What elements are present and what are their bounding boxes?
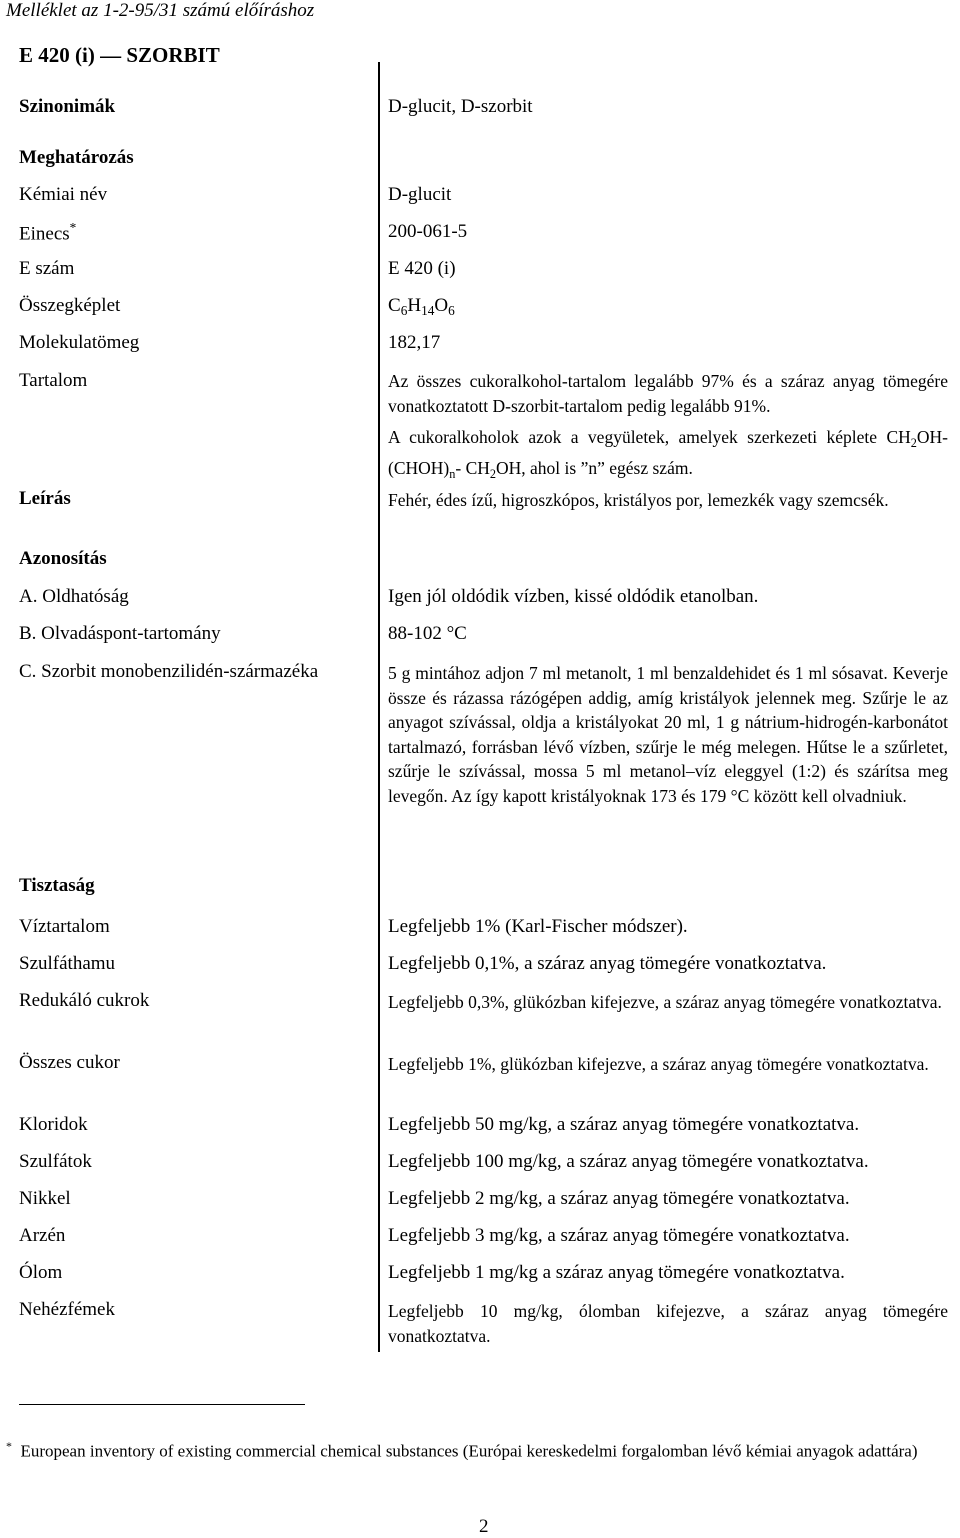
label-kemiai-nev: Kémiai név [19, 184, 108, 205]
value-e-szam: E 420 (i) [388, 258, 456, 279]
label-olom: Ólom [19, 1262, 63, 1283]
label-szulfathamu: Szulfáthamu [19, 953, 116, 974]
value-szinonimak: D-glucit, D-szorbit [388, 96, 533, 117]
value-szulfatok: Legfeljebb 100 mg/kg, a száraz anyag tömegére vonatkoztatva. [388, 1151, 869, 1172]
value-viztartalom: Legfeljebb 1% (Karl-Fischer módszer). [388, 916, 688, 937]
value-olvadaspont: 88-102 °C [388, 623, 467, 644]
footnote-mark: * [6, 1439, 12, 1453]
section-label-azonositas: Azonosítás [19, 548, 107, 569]
label-oldhatosag: A. Oldhatóság [19, 586, 129, 607]
section-label-tisztasag: Tisztaság [19, 875, 95, 896]
document-header: Melléklet az 1-2-95/31 számú előíráshoz [6, 0, 315, 21]
footnote-text: European inventory of existing commercial chemical substances (Európai kereskedelmi forgalomban lévő kémiai anyagok adattára) [20, 1441, 918, 1461]
value-kemiai-nev: D-glucit [388, 184, 452, 205]
value-arzen: Legfeljebb 3 mg/kg, a száraz anyag tömegére vonatkoztatva. [388, 1225, 850, 1246]
label-einecs: Einecs* [19, 220, 77, 245]
label-szorbit-monobenzilidén: C. Szorbit monobenzilidén-származéka [19, 661, 319, 682]
page-number: 2 [479, 1516, 489, 1537]
label-tartalom: Tartalom [19, 370, 88, 391]
label-olvadaspont: B. Olvadáspont-tartomány [19, 623, 221, 644]
value-redukalo-cukrok: Legfeljebb 0,3%, glükózban kifejezve, a száraz anyag tömegére vonatkoztatva. [388, 992, 942, 1012]
value-osszegkeplet: $C_6H_{14}O_6$ [388, 295, 455, 318]
value-szulfathamu: Legfeljebb 0,1%, a száraz anyag tömegére vonatkoztatva. [388, 953, 827, 974]
document-title: E 420 (i) — SZORBIT [19, 43, 220, 67]
label-osszegkeplet: Összegképlet [19, 295, 121, 316]
column-divider [378, 62, 380, 1352]
value-nehezfemek: Legfeljebb 10 mg/kg, ólomban kifejezve, a száraz anyag tömegére vonatkoztatva. [388, 1301, 948, 1346]
label-redukalo-cukrok: Redukáló cukrok [19, 990, 150, 1011]
footnote-mark: * [69, 220, 77, 235]
label-arzen: Arzén [19, 1225, 66, 1246]
value-osszes-cukor: Legfeljebb 1%, glükózban kifejezve, a száraz anyag tömegére vonatkoztatva. [388, 1054, 929, 1074]
section-label-leiras: Leírás [19, 488, 71, 509]
value-molekulatomeg: 182,17 [388, 332, 441, 353]
value-tartalom-p1: Az összes cukoralkohol-tartalom legalább 97% és a száraz anyag tömegére vonatkoztatott D-szorbit-tartalom pedig legalább 91%. [388, 371, 948, 416]
value-kloridok: Legfeljebb 50 mg/kg, a száraz anyag tömegére vonatkoztatva. [388, 1114, 860, 1135]
value-olom: Legfeljebb 1 mg/kg a száraz anyag tömegére vonatkoztatva. [388, 1262, 845, 1283]
section-label-meghatarozas: Meghatározás [19, 147, 134, 168]
value-leiras: Fehér, édes ízű, higroszkópos, kristályos por, lemezkék vagy szemcsék. [388, 490, 889, 510]
label-nehezfemek: Nehézfémek [19, 1299, 115, 1320]
value-oldhatosag: Igen jól oldódik vízben, kissé oldódik etanolban. [388, 586, 759, 607]
label-kloridok: Kloridok [19, 1114, 88, 1135]
label-osszes-cukor: Összes cukor [19, 1052, 120, 1073]
footnote [6, 1434, 956, 1464]
value-szorbit-monobenzilidén: 5 g mintához adjon 7 ml metanolt, 1 ml benzaldehidet és 1 ml sósavat. Keverje össze és rázassa rázógépen addig, amíg kristályok jelennek meg. Szűrje le az anyagot szívással, oldja a kristályokat 20 ml, 1 g nátrium-hidrogén-karbonátot tartalmazó, forrásban lévő vízben, szűrje le még melegen. Hűtse le a szűrletet, szűrje le szívással, mossa 5 ml metanol–víz eleggyel (1:2) és szárítsa meg levegőn. Az így kapott kristályoknak 173 és 179 °C között kell olvadniuk. [388, 663, 948, 806]
label-szulfatok: Szulfátok [19, 1151, 92, 1172]
label-e-szam: E szám [19, 258, 75, 279]
value-einecs: 200-061-5 [388, 221, 468, 242]
label-viztartalom: Víztartalom [19, 916, 110, 937]
value-nikkel: Legfeljebb 2 mg/kg, a száraz anyag tömegére vonatkoztatva. [388, 1188, 850, 1209]
label-nikkel: Nikkel [19, 1188, 71, 1209]
section-label-szinonimak: Szinonimák [19, 96, 116, 117]
label-molekulatomeg: Molekulatömeg [19, 332, 140, 353]
value-tartalom-p2: A cukoralkoholok azok a vegyületek, amelyek szerkezeti képlete $CH_2OH-(CHOH)_n-$ $CH_2OH$, ahol is ”n” egész szám. [388, 427, 948, 481]
footnote-separator [19, 1404, 305, 1405]
